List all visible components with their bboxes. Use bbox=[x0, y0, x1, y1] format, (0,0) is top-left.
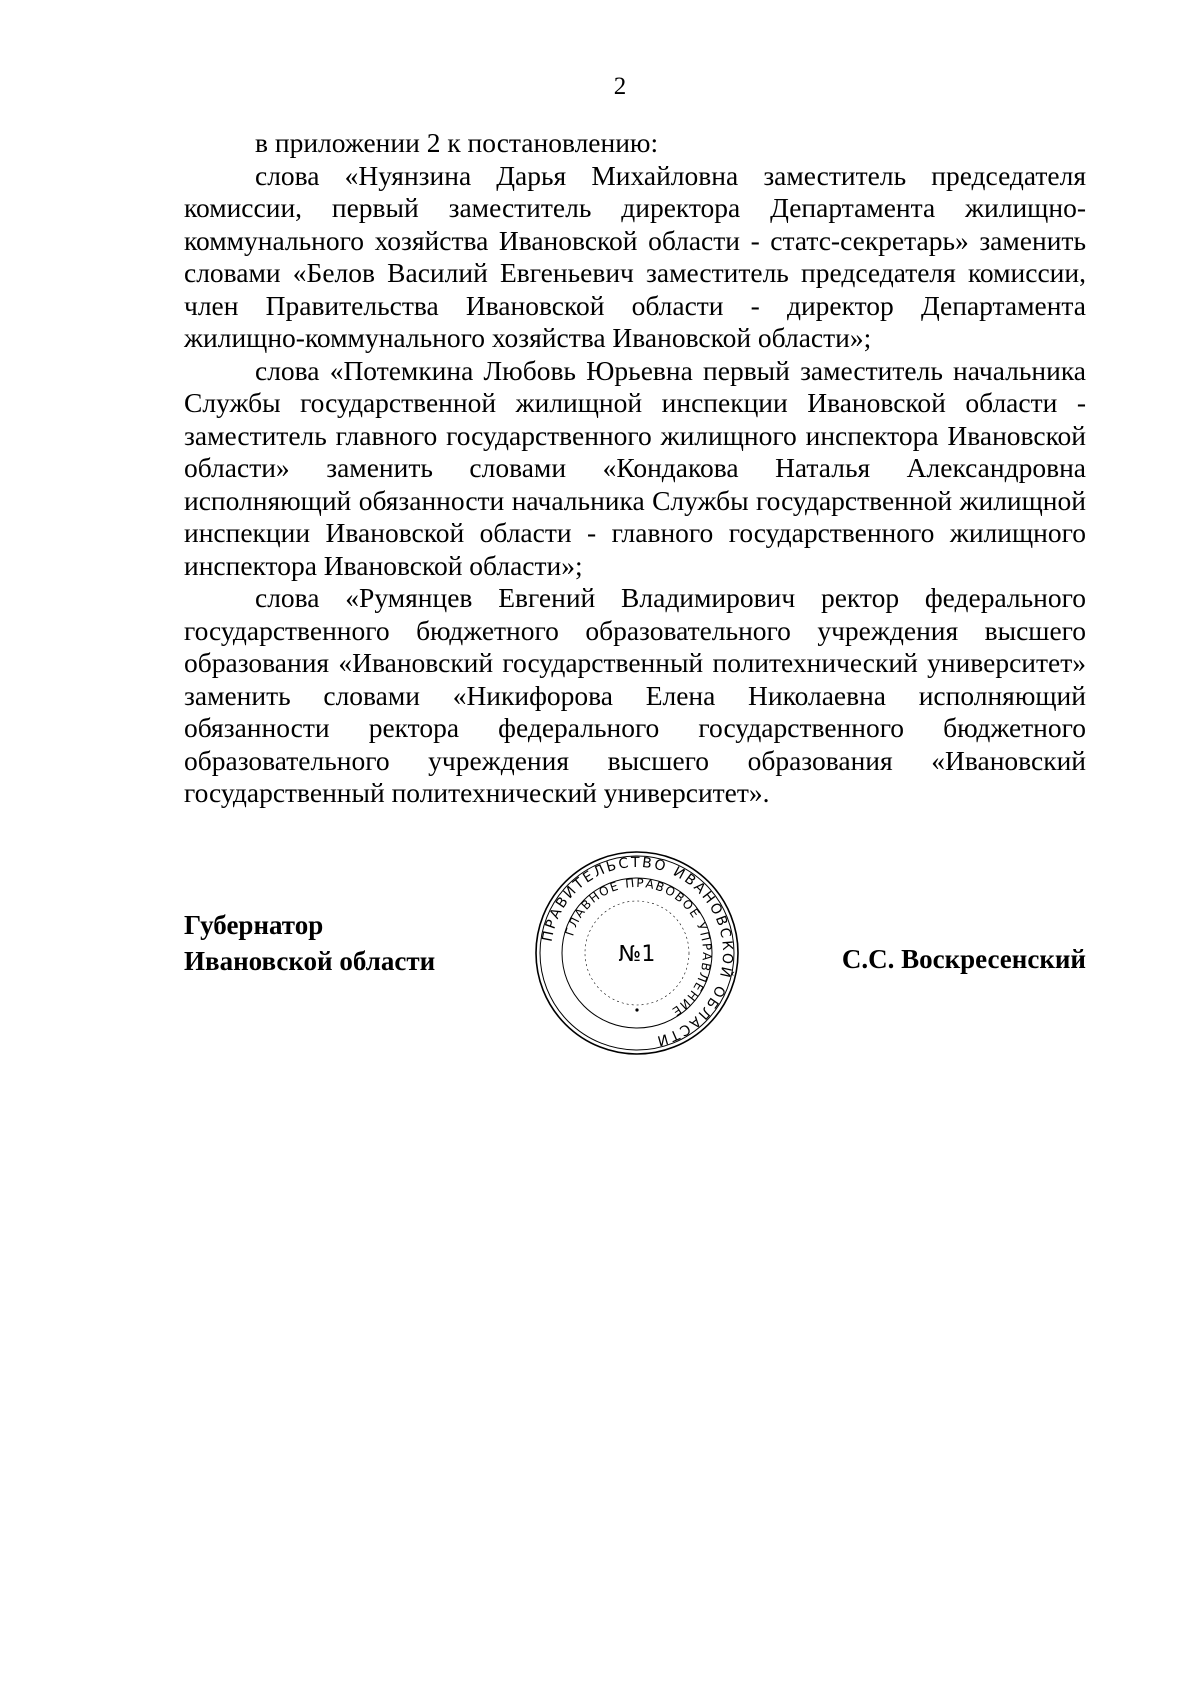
paragraph-amendment-1: слова «Нуянзина Дарья Михайловна заместитель председателя комиссии, первый заместитель директора Департамента жилищно-коммунального хозяйства Ивановской области - статс-секретарь» заменить словами «Белов Василий Евгеньевич заместитель председателя комиссии, член Правительства Ивановской области - директор Департамента жилищно-коммунального хозяйства Ивановской области»; bbox=[184, 159, 1086, 353]
stamp-number: №1 bbox=[618, 942, 656, 967]
paragraph-amendment-2: слова «Потемкина Любовь Юрьевна первый заместитель начальника Службы государственной жилищной инспекции Ивановской области - заместитель главного государственного жилищного инспектора Ивановской области» заменить словами «Кондакова Наталья Александровна исполняющий обязанности начальника Службы государственной жилищной инспекции Ивановской области - главного государственного жилищного инспектора Ивановской области»; bbox=[184, 354, 1086, 581]
signature-title bbox=[184, 907, 435, 979]
page-number: 2 bbox=[613, 73, 627, 100]
signer-name: С.С. Воскресенский bbox=[841, 944, 1086, 974]
signature-title-line-1: Губернатор bbox=[184, 910, 324, 940]
document-body bbox=[184, 127, 1086, 810]
stamp-outer-text: ПРАВИТЕЛЬСТВО ИВАНОВСКОЙ ОБЛАСТИ bbox=[539, 854, 736, 1049]
paragraph-intro: в приложении 2 к постановлению: bbox=[255, 127, 659, 158]
official-seal-stamp bbox=[534, 850, 740, 1056]
paragraph-amendment-3: слова «Румянцев Евгений Владимирович ректор федерального государственного бюджетного образовательного учреждения высшего образования «Ивановский государственный политехнический университет» заменить словами «Никифорова Елена Николаевна исполняющий обязанности ректора федерального государственного бюджетного образовательного учреждения высшего образования «Ивановский государственный политехнический университет». bbox=[184, 582, 1086, 808]
signature-title-line-2: Ивановской области bbox=[184, 946, 436, 976]
stamp-inner-text: ГЛАВНОЕ ПРАВОВОЕ УПРАВЛЕНИЕ bbox=[562, 875, 715, 1020]
